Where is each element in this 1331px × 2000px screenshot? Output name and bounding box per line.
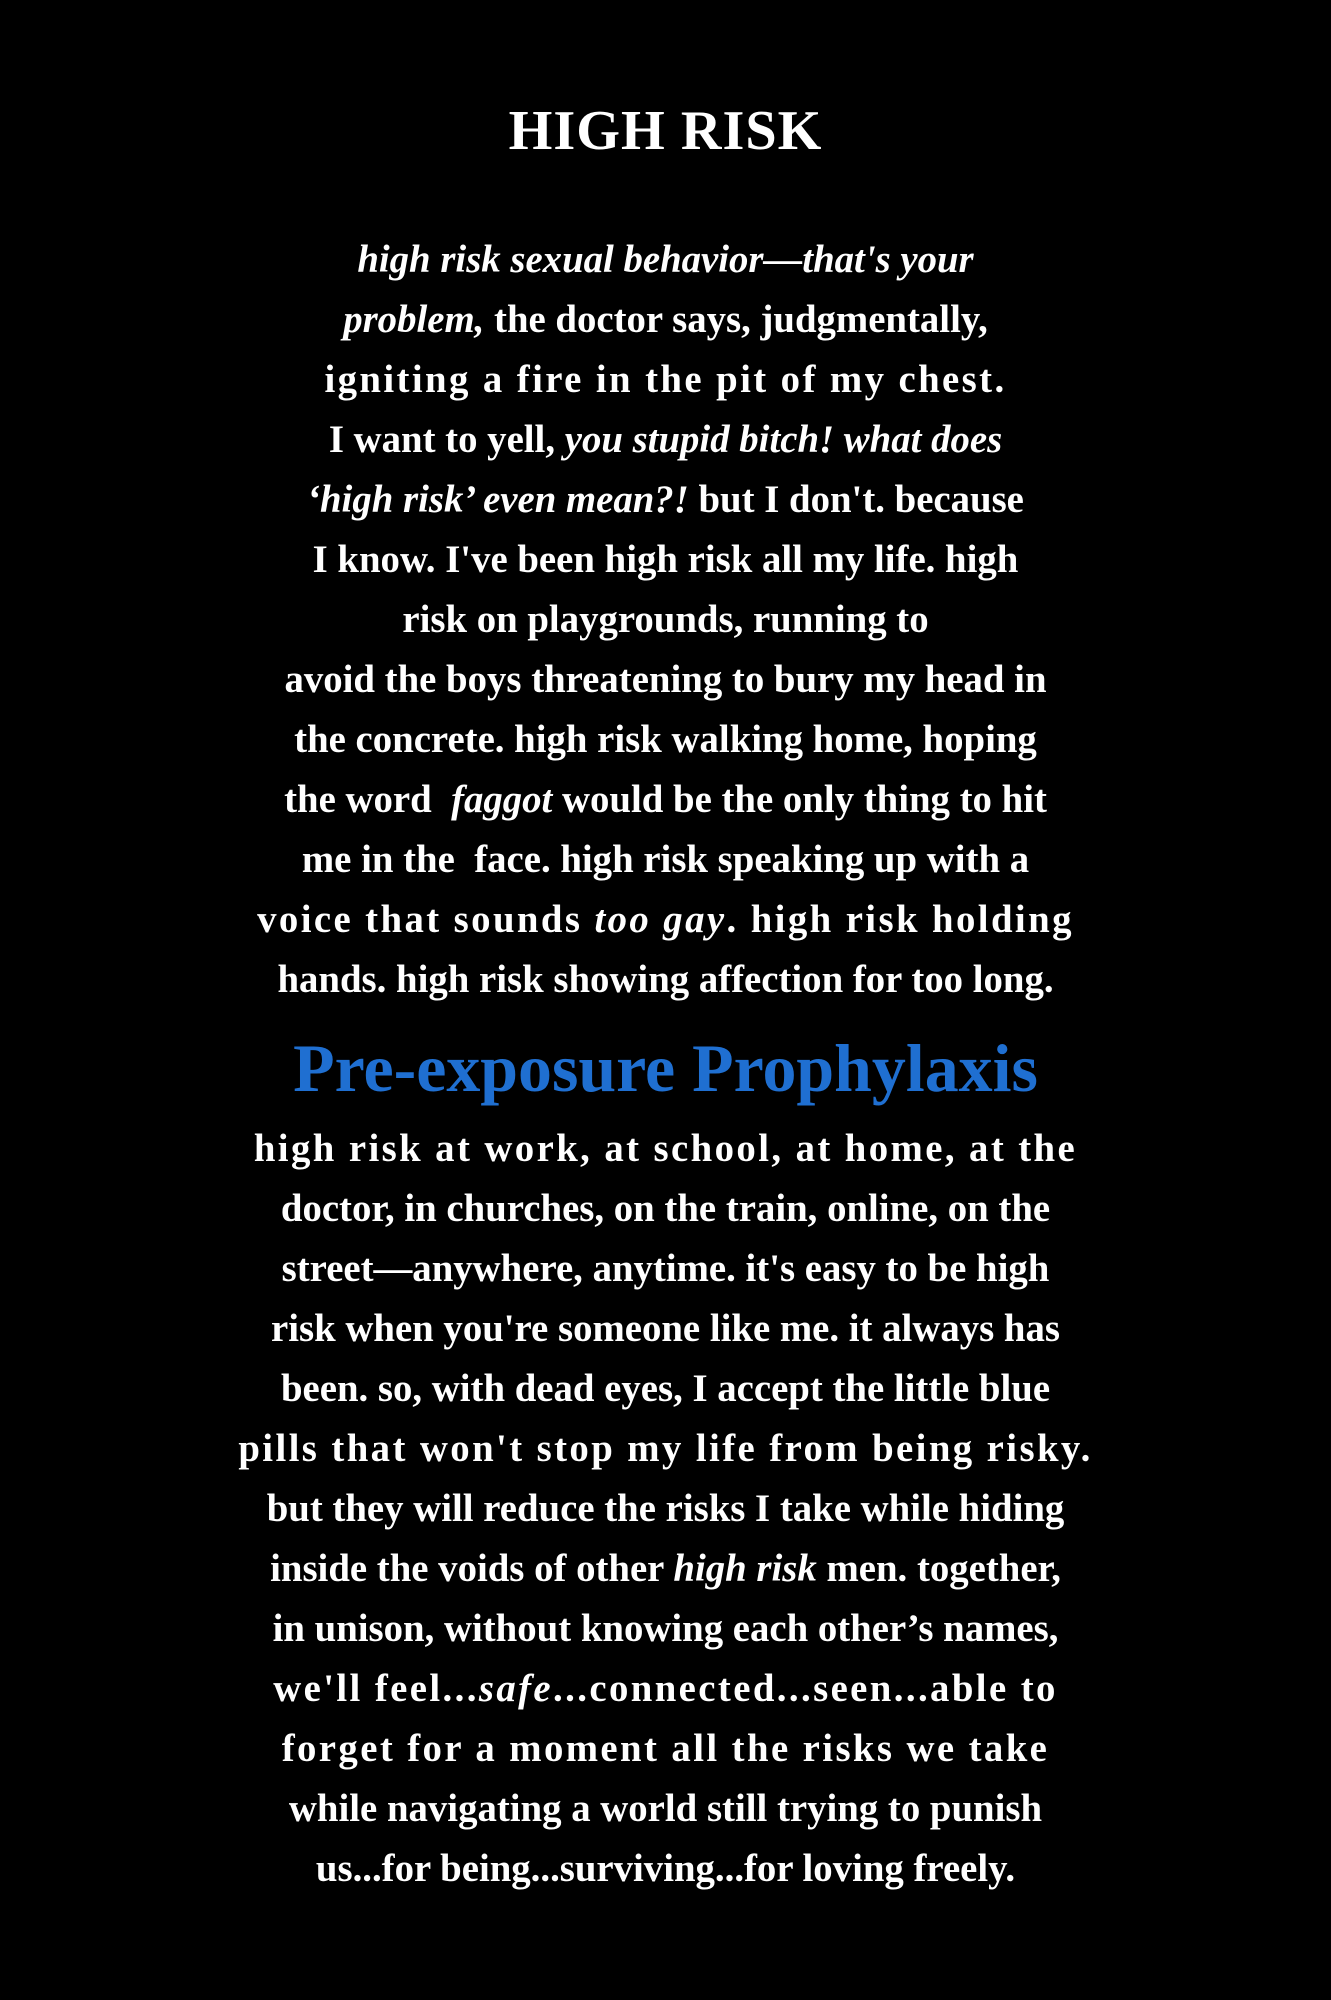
italic-phrase: you stupid bitch! what does: [564, 418, 1003, 461]
poem-line: [0, 1484, 1331, 1534]
italic-phrase: problem,: [343, 298, 485, 341]
italic-phrase: safe: [478, 1667, 554, 1710]
poem-line: [0, 1604, 1331, 1654]
line-text: pills that won't stop my life from being risky.: [238, 1427, 1093, 1470]
line-text: in unison, without knowing each other’s names,: [272, 1607, 1059, 1650]
line-text: . high risk holding: [726, 898, 1074, 941]
line-text: forget for a moment all the risks we take: [281, 1727, 1050, 1770]
poem-line: [0, 1244, 1331, 1294]
poem-line: [0, 235, 1331, 285]
line-text: men. together,: [816, 1547, 1061, 1590]
poem-line: [0, 1124, 1331, 1174]
poem-line: [0, 1424, 1331, 1474]
line-text: avoid the boys threatening to bury my head in: [284, 658, 1047, 701]
line-text: I know. I've been high risk all my life. high: [312, 538, 1019, 581]
poem-line: [0, 1784, 1331, 1834]
poem-line: [0, 835, 1331, 885]
italic-phrase: too gay: [594, 898, 727, 941]
line-text: the word: [284, 778, 452, 821]
line-text: voice that sounds: [257, 898, 595, 941]
line-text: hands. high risk showing affection for too long.: [277, 958, 1054, 1001]
poem-line: [0, 775, 1331, 825]
poem-line: [0, 895, 1331, 945]
line-text: would be the only thing to hit: [552, 778, 1047, 821]
poem-line: [0, 1664, 1331, 1714]
italic-phrase: high risk sexual behavior—that's your: [357, 238, 974, 281]
line-text: doctor, in churches, on the train, online, on the: [280, 1187, 1051, 1230]
line-text: but I don't. because: [688, 478, 1024, 521]
poem-line: [0, 295, 1331, 345]
poem-line: [0, 1544, 1331, 1594]
line-text: I want to yell,: [328, 418, 565, 461]
line-text: igniting a fire in the pit of my chest.: [324, 358, 1007, 401]
poem-line: [0, 1304, 1331, 1354]
poem-line: [0, 715, 1331, 765]
poem-line: [0, 535, 1331, 585]
italic-phrase: faggot: [451, 778, 553, 821]
poem-line: [0, 1364, 1331, 1414]
poem-line: [0, 1724, 1331, 1774]
line-text: the doctor says, judgmentally,: [484, 298, 988, 341]
italic-phrase: ‘high risk’ even mean?!: [307, 478, 689, 521]
line-text: ...connected...seen...able to: [553, 1667, 1058, 1710]
line-text: but they will reduce the risks I take while hiding: [266, 1487, 1065, 1530]
poem-subtitle: Pre-exposure Prophylaxis: [293, 1031, 1038, 1106]
line-text: high risk at work, at school, at home, at the: [253, 1127, 1078, 1170]
line-text: us...for being...surviving...for loving freely.: [315, 1847, 1016, 1890]
line-text: been. so, with dead eyes, I accept the little blue: [280, 1367, 1051, 1410]
line-text: we'll feel...: [273, 1667, 479, 1710]
line-text: me in the face. high risk speaking up with a: [301, 838, 1030, 881]
poem-line: [0, 955, 1331, 1005]
italic-phrase: high risk: [673, 1547, 817, 1590]
poem-line: [0, 355, 1331, 405]
poem-line: [0, 595, 1331, 645]
line-text: risk when you're someone like me. it always has: [271, 1307, 1060, 1350]
line-text: inside the voids of other: [270, 1547, 674, 1590]
poem-line: [0, 655, 1331, 705]
line-text: while navigating a world still trying to punish: [288, 1787, 1043, 1830]
line-text: the concrete. high risk walking home, hoping: [294, 718, 1037, 761]
line-text: street—anywhere, anytime. it's easy to be high: [281, 1247, 1050, 1290]
poem-line: [0, 415, 1331, 465]
line-text: risk on playgrounds, running to: [402, 598, 929, 641]
poem-line: [0, 475, 1331, 525]
poem-line: [0, 1844, 1331, 1894]
poem-line: [0, 1184, 1331, 1234]
poem-title: HIGH RISK: [508, 100, 823, 162]
